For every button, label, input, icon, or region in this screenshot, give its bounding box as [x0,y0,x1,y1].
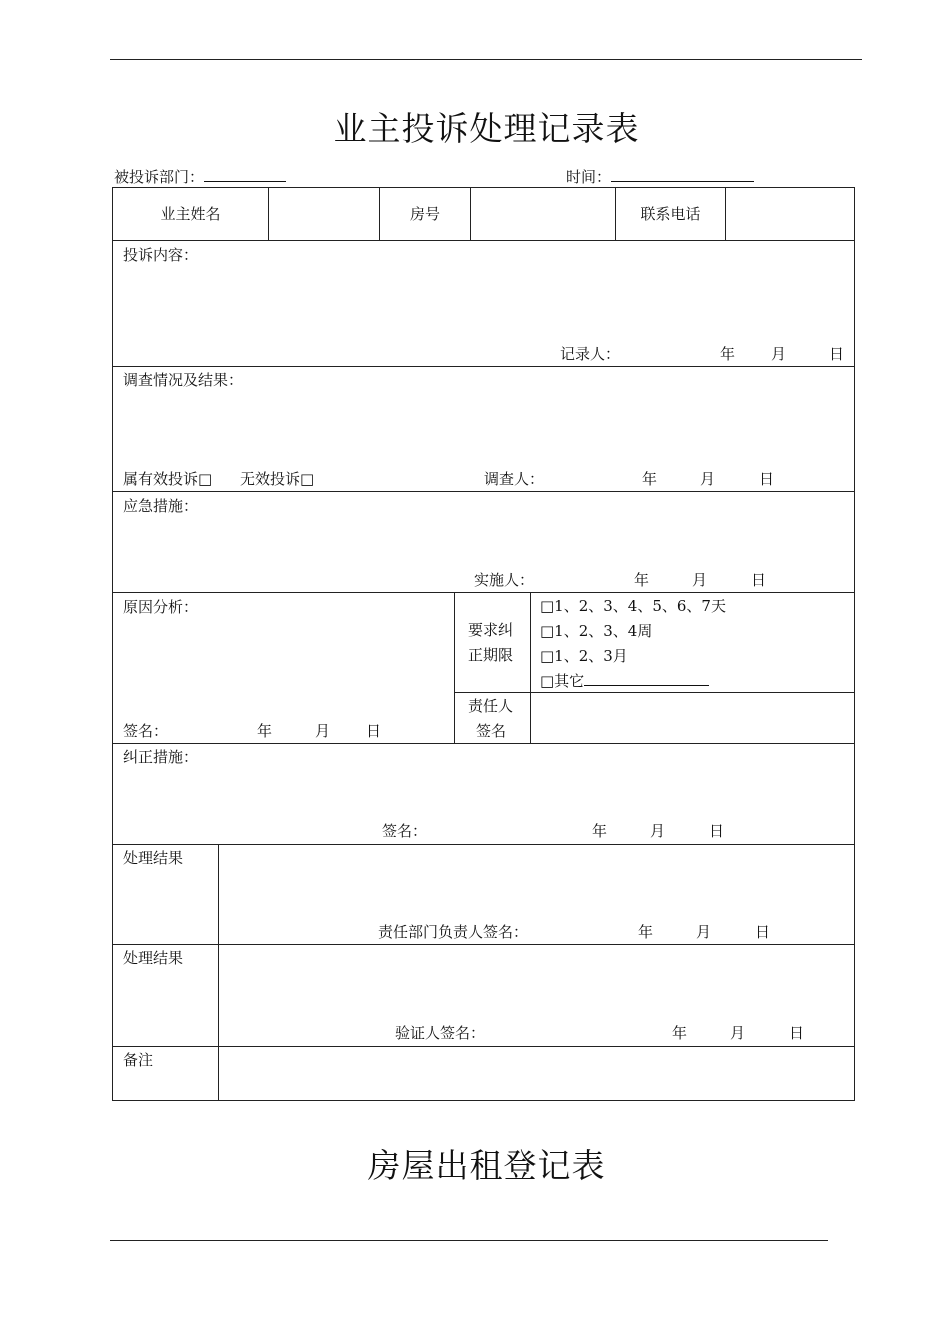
emergency-year-label: 年 [634,571,650,589]
complained-dept-field[interactable] [204,167,286,182]
correction-year-label: 年 [592,822,608,840]
implementer-label: 实施人： [474,571,535,589]
deadline-option-other-label: □其它 [540,672,585,690]
complaint-month-label: 月 [771,345,787,363]
responsible-label-line2: 签名 [476,722,507,740]
result2-year-label: 年 [672,1024,688,1042]
remarks-label: 备注 [123,1051,154,1069]
deadline-option-months[interactable]: □1、2、3月 [540,647,628,665]
correction-sign-label: 签名： [382,822,428,840]
responsible-person-label [468,694,513,744]
invalid-complaint-checkbox[interactable]: 无效投诉□ [240,470,315,488]
verifier-sign-label: 验证人签名： [395,1024,486,1042]
complained-dept-label [114,167,286,186]
responsible-label-line1: 责任人 [468,697,514,715]
next-section-title: 房屋出租登记表 [367,1146,606,1185]
page-title: 业主投诉处理记录表 [333,109,640,148]
responsible-signature-field[interactable] [531,693,854,743]
row-divider [112,240,855,241]
result1-year-label: 年 [638,923,654,941]
bottom-rule [110,1240,828,1241]
row-divider [112,592,855,593]
cause-month-label: 月 [315,722,331,740]
room-number-field[interactable] [471,188,615,240]
processing-result-label: 处理结果 [123,849,184,867]
result2-month-label: 月 [730,1024,746,1042]
emergency-day-label: 日 [751,571,767,589]
deadline-label-line2: 正期限 [468,646,514,664]
emergency-month-label: 月 [692,571,708,589]
deadline-label [468,618,513,668]
emergency-measures-label: 应急措施： [123,497,199,515]
owner-name-field[interactable] [269,188,379,240]
row-divider [112,366,855,367]
result1-month-label: 月 [696,923,712,941]
complaint-day-label: 日 [829,345,845,363]
correction-month-label: 月 [650,822,666,840]
investigation-day-label: 日 [759,470,775,488]
cause-year-label: 年 [257,722,273,740]
owner-name-label: 业主姓名 [160,205,221,223]
top-rule [110,59,862,60]
time-label [566,167,754,186]
complained-dept-text: 被投诉部门： [114,168,205,186]
recorder-label: 记录人： [560,345,621,363]
result1-day-label: 日 [755,923,771,941]
cause-day-label: 日 [366,722,382,740]
remarks-field[interactable] [219,1047,854,1100]
phone-field[interactable] [726,188,854,240]
time-text: 时间： [566,168,612,186]
row-divider [112,491,855,492]
cause-sign-label: 签名： [123,722,169,740]
deadline-option-days[interactable]: □1、2、3、4、5、6、7天 [540,597,726,615]
phone-label: 联系电话 [640,205,701,223]
investigation-month-label: 月 [700,470,716,488]
time-field[interactable] [611,167,754,182]
result2-day-label: 日 [789,1024,805,1042]
complaint-year-label: 年 [720,345,736,363]
col-divider [454,592,455,743]
corrective-measures-label: 纠正措施： [123,748,199,766]
deadline-options [540,594,726,694]
correction-day-label: 日 [709,822,725,840]
deadline-option-other[interactable] [540,669,726,694]
row-divider [112,944,855,945]
deadline-label-line1: 要求纠 [468,621,514,639]
complaint-content-label: 投诉内容： [123,246,199,264]
room-number-label: 房号 [409,205,440,223]
verification-result-label: 处理结果 [123,949,184,967]
row-divider [112,844,855,845]
investigation-year-label: 年 [642,470,658,488]
cause-analysis-label: 原因分析： [123,598,199,616]
valid-complaint-checkbox[interactable]: 属有效投诉□ [123,470,213,488]
dept-head-sign-label: 责任部门负责人签名： [378,923,529,941]
deadline-other-field[interactable] [584,671,709,686]
investigator-label: 调查人： [484,470,545,488]
investigation-label: 调查情况及结果： [123,371,244,389]
deadline-option-weeks[interactable]: □1、2、3、4周 [540,622,653,640]
